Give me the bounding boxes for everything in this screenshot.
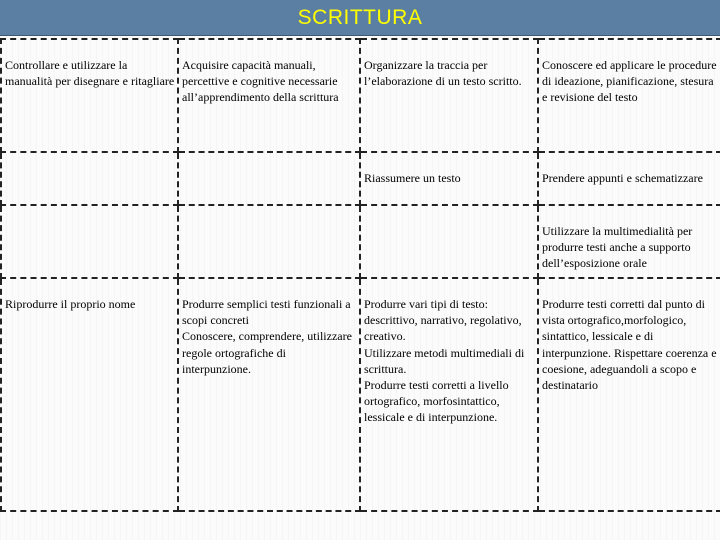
competence-table xyxy=(0,38,720,512)
cell-text: Organizzare la traccia per l’elaborazione di un testo scritto. xyxy=(364,58,522,89)
cell-text: Controllare e utilizzare la manualità per disegnare e ritagliare xyxy=(5,58,175,89)
table-cell xyxy=(360,39,538,152)
table-cell xyxy=(178,39,360,152)
cell-text: Conoscere ed applicare le procedure di ideazione, pianificazione, stesura e revisione del testo xyxy=(542,58,717,105)
title-bar xyxy=(0,0,720,36)
table-cell xyxy=(178,278,360,511)
table-cell xyxy=(360,152,538,205)
table-cell xyxy=(360,278,538,511)
cell-text: Produrre semplici testi funzionali a scopi concreti Conoscere, comprendere, utilizzare regole ortografiche di interpunzione. xyxy=(182,296,352,376)
table-cell xyxy=(538,278,720,511)
table-cell xyxy=(1,152,178,205)
table-cell xyxy=(178,152,360,205)
slide-title: SCRITTURA xyxy=(297,5,423,29)
cell-text: Acquisire capacità manuali, percettive e cognitive necessarie all’apprendimento della scrittura xyxy=(182,58,339,105)
table-row xyxy=(1,205,720,278)
cell-text: Produrre vari tipi di testo: descrittivo, narrativo, regolativo, creativo. Utilizzare metodi multimediali di scrittura. Produrre testi corretti a livello ortografico, morfosintattico, lessicale e di interpunzione. xyxy=(364,296,525,425)
table-row xyxy=(1,278,720,511)
table-row xyxy=(1,39,720,152)
cell-text: Prendere appunti e schematizzare xyxy=(542,170,703,185)
table-cell xyxy=(1,39,178,152)
table-row xyxy=(1,152,720,205)
table-cell xyxy=(1,205,178,278)
table-cell xyxy=(538,152,720,205)
cell-text: Riassumere un testo xyxy=(364,170,461,185)
table-cell xyxy=(1,278,178,511)
cell-text: Riprodurre il proprio nome xyxy=(5,296,136,311)
table-cell xyxy=(538,39,720,152)
cell-text: Utilizzare la multimedialità per produrre testi anche a supporto dell’esposizione orale xyxy=(542,223,693,270)
table-cell xyxy=(360,205,538,278)
cell-text: Produrre testi corretti dal punto di vista ortografico,morfologico, sintattico, lessicale e di interpunzione. Rispettare coerenza e coesione, adeguandoli a scopo e destinatario xyxy=(542,296,717,392)
table-cell xyxy=(178,205,360,278)
bottom-margin xyxy=(0,512,720,540)
table-cell xyxy=(538,205,720,278)
